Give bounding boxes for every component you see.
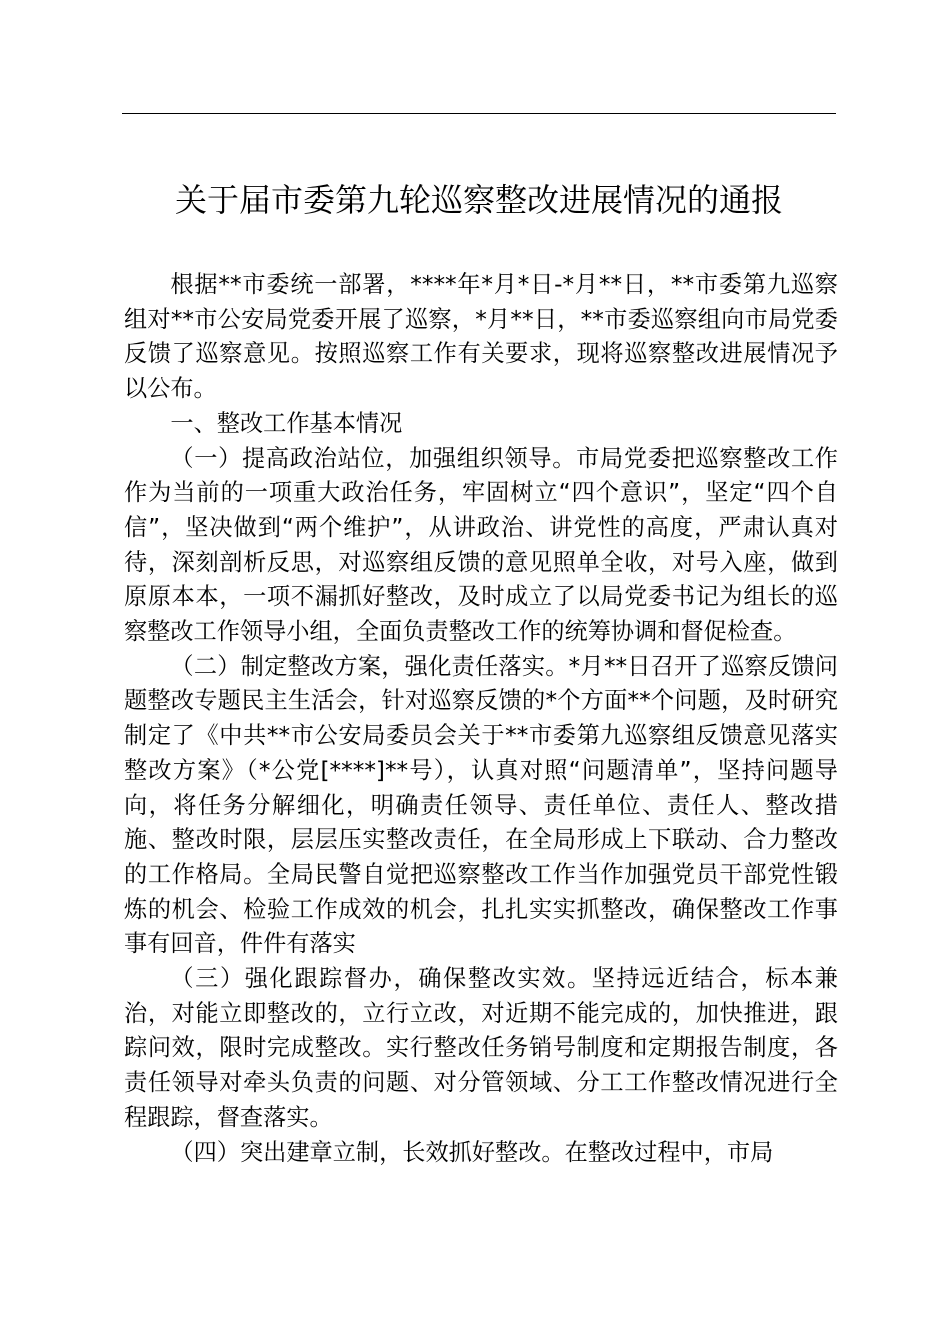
- paragraph-item-2: （二）制定整改方案，强化责任落实。*月**日召开了巡察反馈问题整改专题民主生活会，针对巡察反馈的*个方面**个问题，及时研究制定了《中共**市公安局委员会关于**市委第九巡察组反馈意见落实整改方案》（*公党[****]**号），认真对照“问题清单”，坚持问题导向，将任务分解细化，明确责任领导、责任单位、责任人、整改措施、整改时限，层层压实整改责任，在全局形成上下联动、合力整改的工作格局。全局民警自觉把巡察整改工作当作加强党员干部党性锻炼的机会、检验工作成效的机会，扎扎实实抓整改，确保整改工作事事有回音，件件有落实: [124, 652, 838, 958]
- header-divider: [122, 113, 836, 114]
- paragraph-item-1: （一）提高政治站位，加强组织领导。市局党委把巡察整改工作作为当前的一项重大政治任务，牢固树立“四个意识”，坚定“四个自信”，坚决做到“两个维护”，从讲政治、讲党性的高度，严肃认真对待，深刻剖析反思，对巡察组反馈的意见照单全收，对号入座，做到原原本本，一项不漏抓好整改，及时成立了以局党委书记为组长的巡察整改工作领导小组，全面负责整改工作的统筹协调和督促检查。: [124, 444, 838, 646]
- paragraph-item-4: （四）突出建章立制，长效抓好整改。在整改过程中，市局: [170, 1138, 774, 1166]
- section-heading-basic-situation: 一、整改工作基本情况: [170, 409, 403, 437]
- paragraph-item-3: （三）强化跟踪督办，确保整改实效。坚持远近结合，标本兼治，对能立即整改的，立行立改，对近期不能完成的，加快推进，跟踪问效，限时完成整改。实行整改任务销号制度和定期报告制度，各责任领导对牵头负责的问题、对分管领域、分工工作整改情况进行全程跟踪，督查落实。: [124, 965, 838, 1131]
- document-title: 关于届市委第九轮巡察整改进展情况的通报: [174, 181, 783, 219]
- paragraph-intro: 根据**市委统一部署，****年*月*日-*月**日，**市委第九巡察组对**市公安局党委开展了巡察，*月**日，**市委巡察组向市局党委反馈了巡察意见。按照巡察工作有关要求，现将巡察整改进展情况予以公布。: [124, 271, 838, 403]
- document-body: [124, 268, 838, 1170]
